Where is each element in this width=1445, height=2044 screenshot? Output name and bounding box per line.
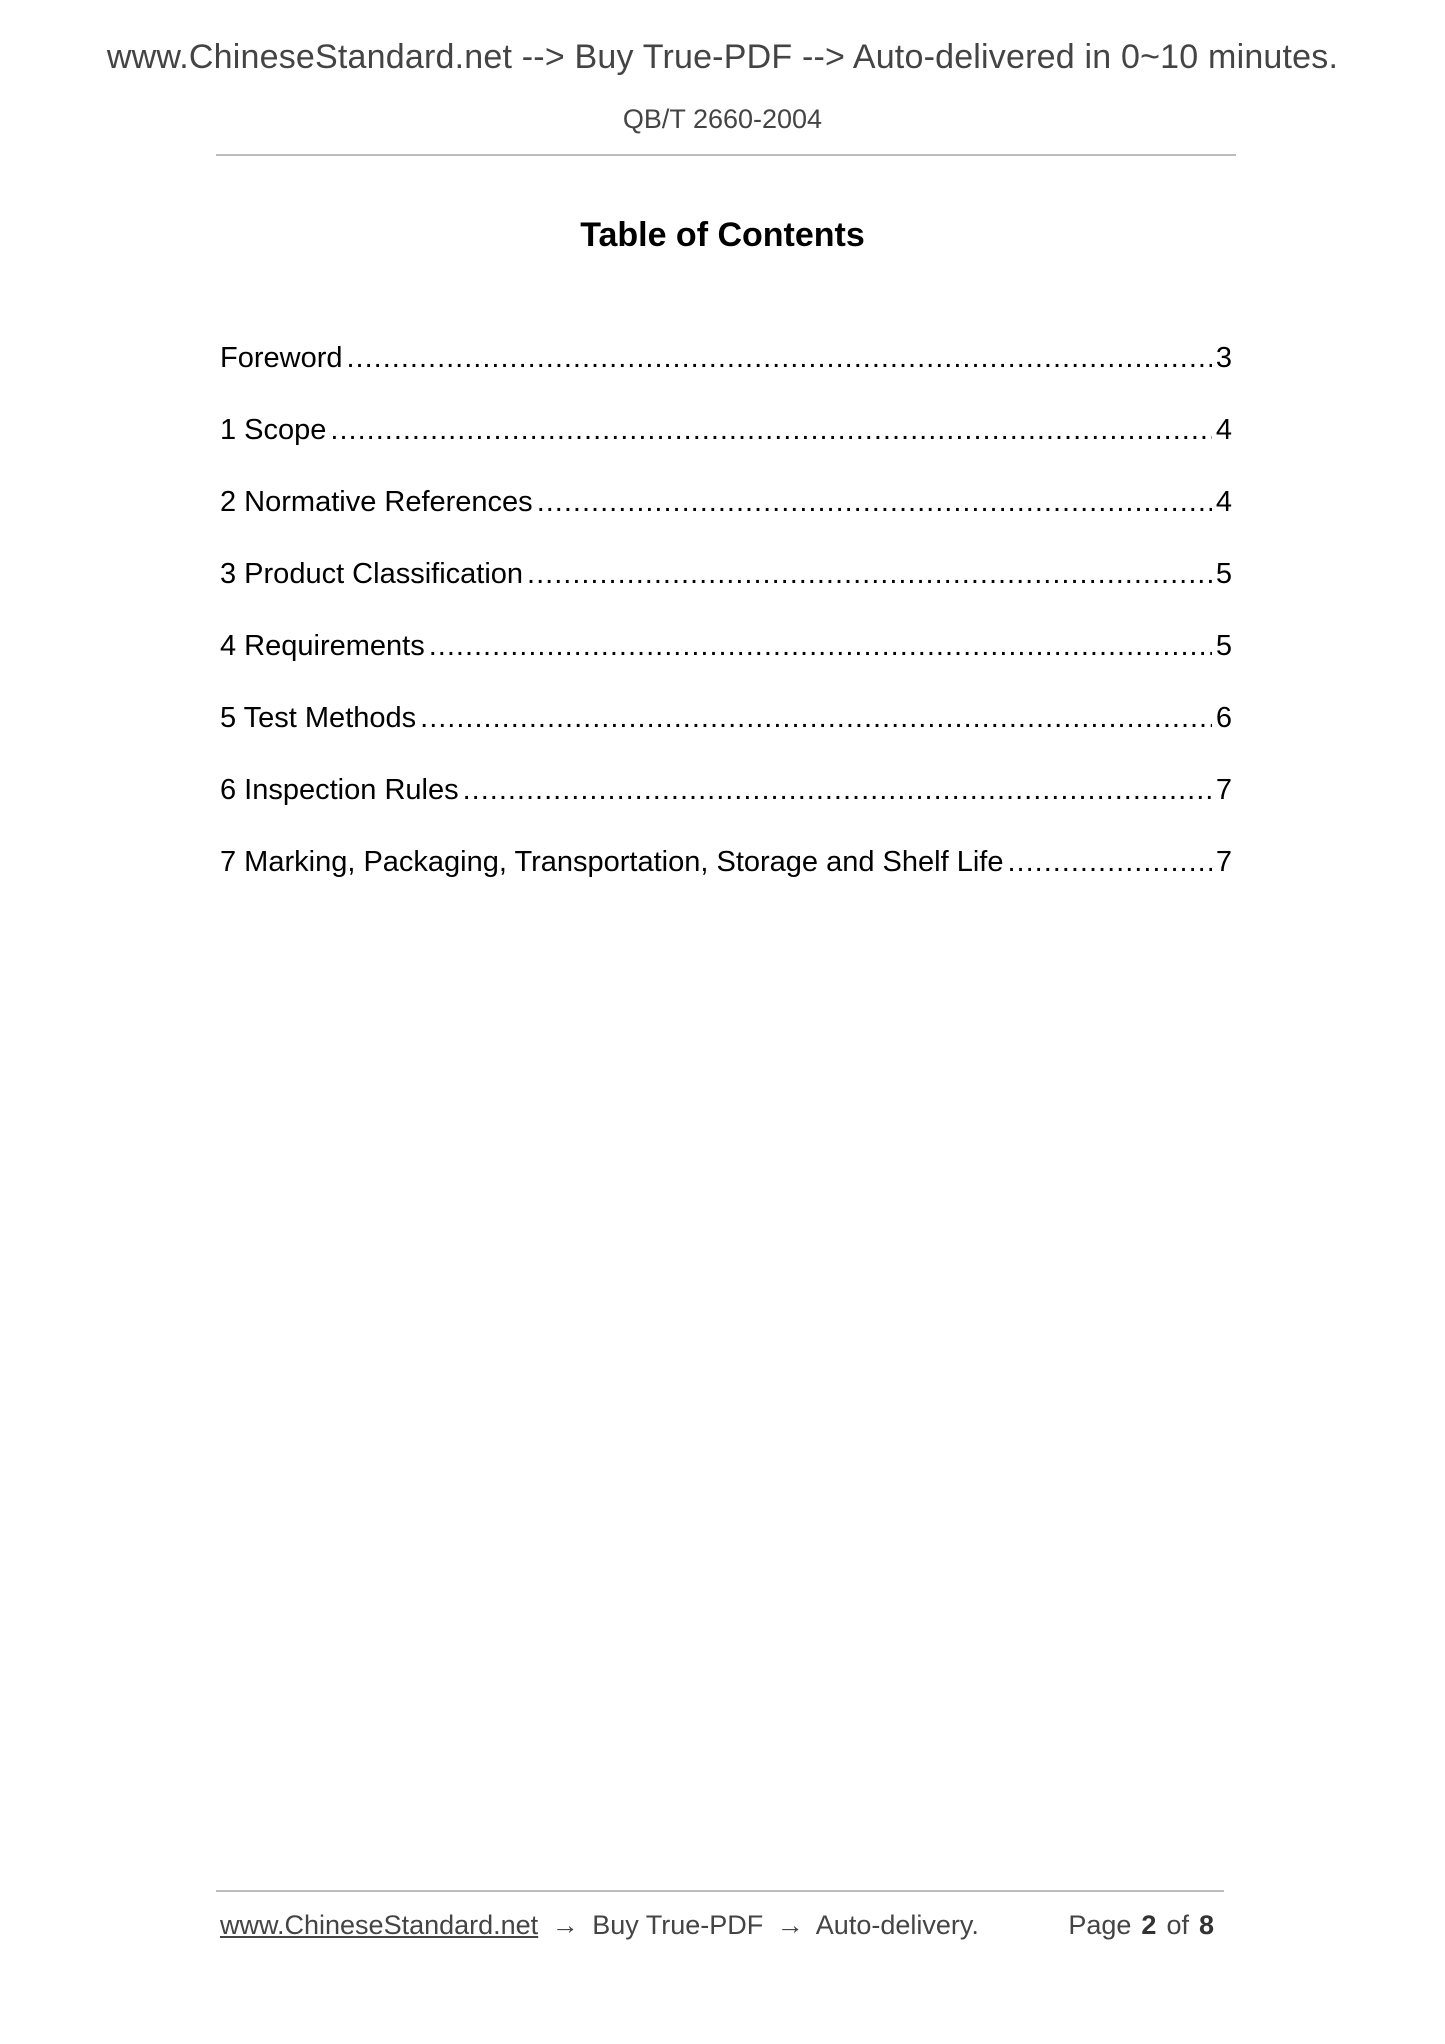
toc-entry-page: 5 xyxy=(1215,630,1232,662)
toc-entry-label: 4 Requirements xyxy=(220,630,425,662)
footer-divider xyxy=(216,1890,1224,1892)
toc-leader-dots xyxy=(537,482,1212,522)
toc-leader-dots xyxy=(347,338,1212,378)
arrow-right-icon: → xyxy=(776,1910,804,1940)
toc-entry-page: 7 xyxy=(1215,846,1232,878)
toc-title: Table of Contents xyxy=(580,216,865,254)
toc-entry-label: 7 Marking, Packaging, Transportation, Storage and Shelf Life xyxy=(220,846,1004,878)
footer-site-link[interactable]: www.ChineseStandard.net xyxy=(220,1910,539,1940)
toc-list xyxy=(220,338,1232,914)
toc-leader-dots xyxy=(527,554,1212,594)
toc-entry-label: 3 Product Classification xyxy=(220,558,524,590)
toc-entry-label: 2 Normative References xyxy=(220,486,533,518)
toc-entry-page: 4 xyxy=(1215,414,1232,446)
toc-entry-label: Foreword xyxy=(220,342,343,374)
toc-leader-dots xyxy=(1007,842,1211,882)
toc-entry-normative-references[interactable] xyxy=(220,482,1232,554)
toc-leader-dots xyxy=(429,626,1212,666)
page-of: of xyxy=(1166,1910,1189,1940)
header-divider xyxy=(216,154,1236,156)
toc-entry-page: 7 xyxy=(1215,774,1232,806)
toc-entry-page: 3 xyxy=(1215,342,1232,374)
toc-entry-page: 4 xyxy=(1215,486,1232,518)
toc-entry-page: 5 xyxy=(1215,558,1232,590)
toc-leader-dots xyxy=(330,410,1211,450)
toc-entry-label: 6 Inspection Rules xyxy=(220,774,459,806)
toc-entry-page: 6 xyxy=(1215,702,1232,734)
page-total: 8 xyxy=(1198,1910,1214,1940)
page-number xyxy=(1068,1910,1224,1941)
top-banner: www.ChineseStandard.net --> Buy True-PDF --> Auto-delivered in 0~10 minutes. xyxy=(106,38,1339,76)
toc-leader-dots xyxy=(463,770,1212,810)
toc-entry-test-methods[interactable] xyxy=(220,698,1232,770)
toc-entry-marking-packaging[interactable] xyxy=(220,842,1232,914)
toc-entry-scope[interactable] xyxy=(220,410,1232,482)
toc-entry-label: 5 Test Methods xyxy=(220,702,417,734)
standard-code: QB/T 2660-2004 xyxy=(622,104,823,134)
toc-entry-inspection-rules[interactable] xyxy=(220,770,1232,842)
toc-entry-requirements[interactable] xyxy=(220,626,1232,698)
page-current: 2 xyxy=(1141,1910,1157,1940)
page-footer xyxy=(220,1910,1224,1941)
page-label: Page xyxy=(1068,1910,1132,1940)
toc-entry-foreword[interactable] xyxy=(220,338,1232,410)
footer-delivery-text: Auto-delivery. xyxy=(815,1910,979,1940)
toc-entry-label: 1 Scope xyxy=(220,414,327,446)
footer-buy-text: Buy True-PDF xyxy=(592,1910,764,1940)
toc-leader-dots xyxy=(420,698,1212,738)
toc-entry-product-classification[interactable] xyxy=(220,554,1232,626)
arrow-right-icon: → xyxy=(551,1910,579,1940)
